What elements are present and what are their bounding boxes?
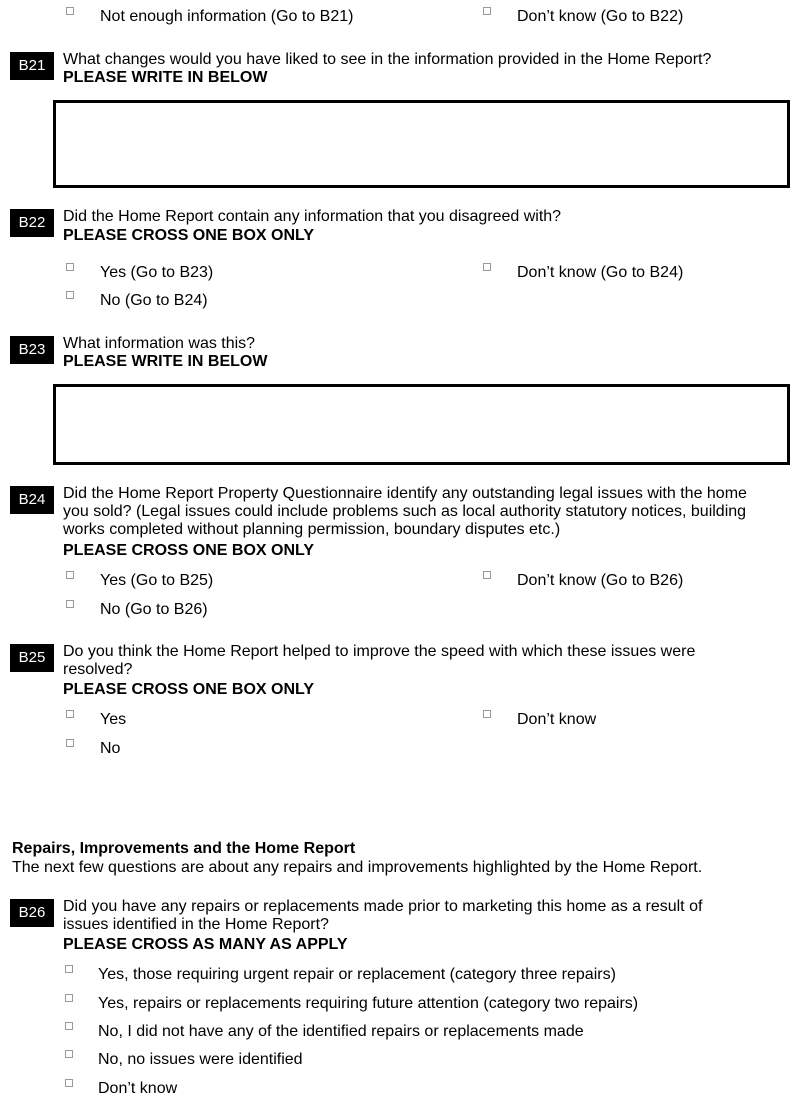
question-text-line: Did the Home Report Property Questionnaire identify any outstanding legal issues with the home bbox=[63, 485, 747, 502]
question-instruction: PLEASE CROSS ONE BOX ONLY bbox=[63, 227, 315, 244]
checkbox-dont-know[interactable] bbox=[483, 263, 491, 271]
checkbox-future-repairs[interactable] bbox=[65, 994, 73, 1002]
option-label: Yes (Go to B25) bbox=[100, 572, 214, 589]
checkbox-dont-know[interactable] bbox=[483, 710, 491, 718]
question-text-line: works completed without planning permission, boundary disputes etc.) bbox=[63, 521, 561, 538]
question-text bbox=[63, 485, 793, 539]
checkbox-no-repairs-made[interactable] bbox=[65, 1022, 73, 1030]
option-label: No bbox=[100, 740, 121, 757]
checkbox-yes[interactable] bbox=[66, 571, 74, 579]
question-text-line: issues identified in the Home Report? bbox=[63, 916, 329, 933]
checkbox-dont-know[interactable] bbox=[483, 7, 491, 15]
option-label: No, no issues were identified bbox=[98, 1051, 303, 1068]
question-text: What changes would you have liked to see in the information provided in the Home Report? bbox=[63, 51, 712, 68]
write-in-box[interactable] bbox=[53, 100, 790, 188]
option-label: Don’t know (Go to B26) bbox=[517, 572, 684, 589]
option-label: Don’t know (Go to B24) bbox=[517, 264, 684, 281]
question-text-line: Did you have any repairs or replacements made prior to marketing this home as a result of bbox=[63, 898, 703, 915]
option-label: Don’t know bbox=[517, 711, 597, 728]
question-text bbox=[63, 898, 793, 934]
question-text: What information was this? bbox=[63, 335, 256, 352]
question-number-badge: B21 bbox=[10, 52, 54, 80]
option-label: Don’t know bbox=[98, 1080, 178, 1097]
question-number-badge: B25 bbox=[10, 644, 54, 672]
checkbox-urgent-repairs[interactable] bbox=[65, 965, 73, 973]
option-label: No, I did not have any of the identified repairs or replacements made bbox=[98, 1023, 584, 1040]
checkbox-yes[interactable] bbox=[66, 263, 74, 271]
option-label: Not enough information (Go to B21) bbox=[100, 8, 354, 25]
option-label: Yes, those requiring urgent repair or replacement (category three repairs) bbox=[98, 966, 616, 983]
question-number-badge: B23 bbox=[10, 336, 54, 364]
question-instruction: PLEASE CROSS ONE BOX ONLY bbox=[63, 542, 315, 559]
option-label: No (Go to B26) bbox=[100, 601, 208, 618]
option-label: Yes (Go to B23) bbox=[100, 264, 214, 281]
question-text-line: you sold? (Legal issues could include problems such as local authority statutory notices, building bbox=[63, 503, 747, 520]
option-label: Don’t know (Go to B22) bbox=[517, 8, 684, 25]
question-instruction: PLEASE CROSS AS MANY AS APPLY bbox=[63, 936, 348, 953]
option-label: Yes bbox=[100, 711, 127, 728]
question-text-line: resolved? bbox=[63, 661, 133, 678]
checkbox-no-issues[interactable] bbox=[65, 1050, 73, 1058]
write-in-box[interactable] bbox=[53, 384, 790, 465]
question-number-badge: B22 bbox=[10, 209, 54, 237]
checkbox-not-enough-information[interactable] bbox=[66, 7, 74, 15]
question-number-badge: B24 bbox=[10, 486, 54, 514]
question-instruction: PLEASE CROSS ONE BOX ONLY bbox=[63, 681, 315, 698]
checkbox-yes[interactable] bbox=[66, 710, 74, 718]
checkbox-no[interactable] bbox=[66, 291, 74, 299]
section-intro: The next few questions are about any repairs and improvements highlighted by the Home Report. bbox=[12, 859, 703, 876]
checkbox-dont-know[interactable] bbox=[65, 1079, 73, 1087]
section-heading: Repairs, Improvements and the Home Report bbox=[12, 840, 356, 857]
checkbox-no[interactable] bbox=[66, 600, 74, 608]
checkbox-dont-know[interactable] bbox=[483, 571, 491, 579]
question-text: Did the Home Report contain any information that you disagreed with? bbox=[63, 208, 562, 225]
question-text bbox=[63, 643, 793, 679]
option-label: Yes, repairs or replacements requiring future attention (category two repairs) bbox=[98, 995, 639, 1012]
question-instruction: PLEASE WRITE IN BELOW bbox=[63, 353, 268, 370]
question-number-badge: B26 bbox=[10, 899, 54, 927]
question-text-line: Do you think the Home Report helped to improve the speed with which these issues were bbox=[63, 643, 696, 660]
checkbox-no[interactable] bbox=[66, 739, 74, 747]
option-label: No (Go to B24) bbox=[100, 292, 208, 309]
question-instruction: PLEASE WRITE IN BELOW bbox=[63, 69, 268, 86]
